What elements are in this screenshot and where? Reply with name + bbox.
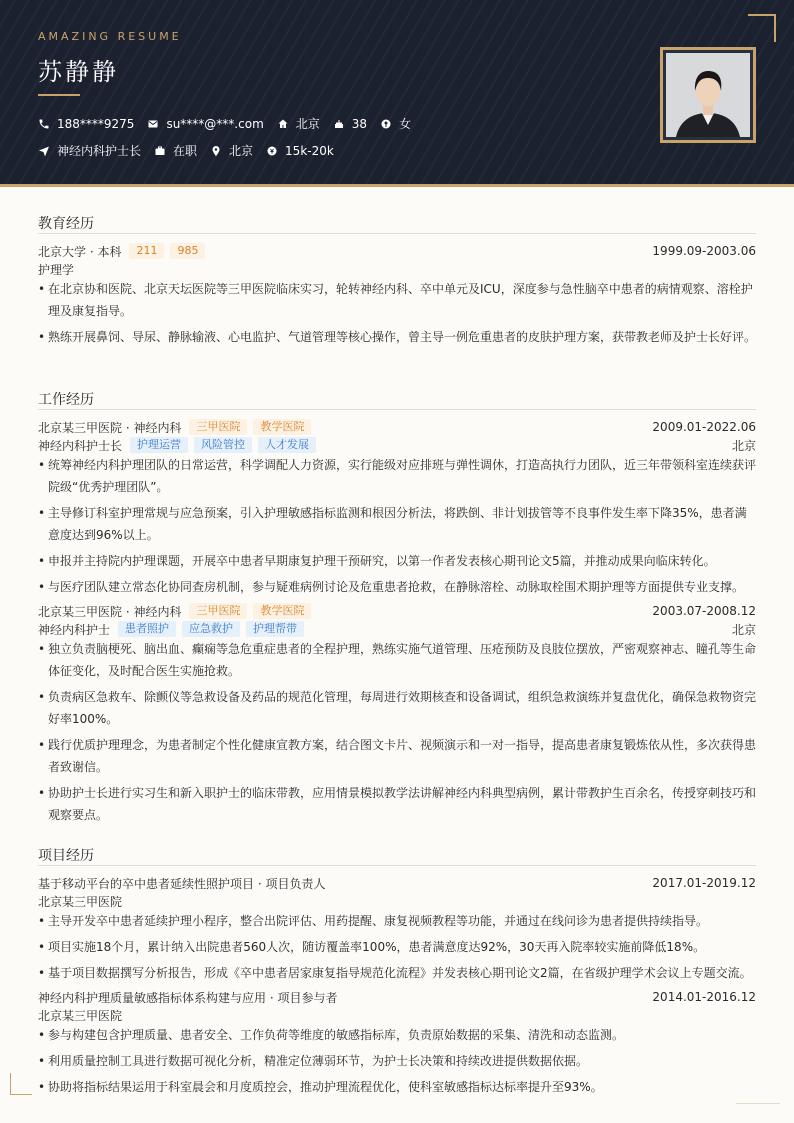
city-text: 北京	[229, 144, 254, 158]
hometown-text: 北京	[295, 117, 320, 131]
work-bullet: • 负责病区急救车、除颤仪等急救设备及药品的规范化管理，每周进行效期核查和设备调试，组织急救演练并复盘优化，确保急救物资完好率100%。	[38, 686, 756, 730]
project-entry-header	[38, 988, 756, 1006]
gender-icon	[380, 118, 392, 130]
profile-photo	[660, 47, 756, 143]
work-bullet: • 统筹神经内科护理团队的日常运营，科学调配人力资源，实行能级对应排班与弹性调休，打造高执行力团队，近三年带领科室连续获评院级“优秀护理团队”。	[38, 454, 756, 498]
name-underline	[38, 94, 80, 96]
work-bullet: • 践行优质护理理念，为患者制定个性化健康宣教方案，结合图文卡片、视频演示和一对一指导，提高患者康复锻炼依从性，多次获得患者致谢信。	[38, 734, 756, 778]
work-bullet: • 申报并主持院内护理课题，开展卒中患者早期康复护理干预研究，以第一作者发表核心期刊论文5篇，并推动成果向临床转化。	[38, 550, 756, 572]
email-text: su****@***.com	[166, 116, 264, 131]
education-entry-header	[38, 242, 756, 260]
phone-icon	[38, 118, 50, 130]
cake-icon	[333, 118, 345, 130]
org-tag: 教学医院	[253, 603, 311, 619]
section-title-work: 工作经历	[38, 392, 94, 408]
position-text: 神经内科护士长	[57, 144, 142, 158]
school-name: 北京大学 · 本科	[38, 244, 122, 259]
project-org: 北京某三甲医院	[38, 894, 123, 909]
phone-item	[38, 117, 134, 131]
section-divider	[38, 865, 756, 866]
work-entry-header	[38, 418, 756, 436]
briefcase-icon	[154, 145, 166, 157]
skill-tag: 风险管控	[194, 437, 252, 453]
work-bullet: • 与医疗团队建立常态化协同查房机制，参与疑难病例讨论及危重患者抢救，在静脉溶栓、动脉取栓围术期护理等方面提供专业支撑。	[38, 576, 756, 598]
education-date: 1999.09-2003.06	[652, 244, 756, 258]
project-date: 2014.01-2016.12	[652, 990, 756, 1004]
hometown-item	[277, 115, 320, 132]
home-icon	[277, 118, 289, 130]
education-major-row	[38, 260, 756, 278]
job-title: 神经内科护士长	[38, 438, 123, 453]
skill-tag: 人才发展	[258, 437, 316, 453]
salary-item	[266, 144, 334, 158]
gender-text: 女	[399, 117, 412, 131]
work-bullet: • 协助护士长进行实习生和新入职护士的临床带教，应用情景模拟教学法讲解神经内科典型病例，累计带教护生百余名，传授穿刺技巧和观察要点。	[38, 782, 756, 826]
project-org-row	[38, 1006, 756, 1024]
job-title: 神经内科护士	[38, 622, 111, 637]
work-location: 北京	[731, 438, 756, 453]
avatar	[666, 53, 750, 137]
phone-text: 188****9275	[57, 116, 135, 131]
org-tag: 三甲医院	[189, 603, 247, 619]
skill-tag: 患者照护	[118, 621, 176, 637]
header-gold-rule	[0, 184, 794, 187]
work-org: 北京某三甲医院 · 神经内科	[38, 604, 182, 619]
project-bullet: • 基于项目数据撰写分析报告，形成《卒中患者居家康复指导规范化流程》并发表核心期刊论文2篇，在省级护理学术会议上专题交流。	[38, 962, 756, 984]
project-name: 基于移动平台的卒中患者延续性照护项目 · 项目负责人	[38, 876, 326, 891]
work-bullet: • 独立负责脑梗死、脑出血、癫痫等急危重症患者的全程护理，熟练实施气道管理、压疮预防及良肢位摆放，严密观察神志、瞳孔等生命体征变化，及时配合医生实施抢救。	[38, 638, 756, 682]
position-item	[38, 142, 141, 159]
major: 护理学	[38, 262, 75, 277]
work-title-row	[38, 620, 756, 638]
work-entry-header	[38, 602, 756, 620]
status-item	[154, 142, 197, 159]
project-name: 神经内科护理质量敏感指标体系构建与应用 · 项目参与者	[38, 990, 338, 1005]
project-bullet: • 协助将指标结果运用于科室晨会和月度质控会，推动护理流程优化，使科室敏感指标达标率提升至93%。	[38, 1076, 756, 1098]
contact-row	[38, 115, 424, 132]
footer-rule	[736, 1103, 780, 1104]
location-pin-icon	[210, 145, 222, 157]
education-bullet: • 熟练开展鼻饲、导尿、静脉输液、心电监护、气道管理等核心操作，曾主导一例危重患者的皮肤护理方案，获带教老师及护士长好评。	[38, 326, 756, 348]
work-date: 2003.07-2008.12	[652, 604, 756, 618]
skill-tag: 护理运营	[130, 437, 188, 453]
skill-tag: 护理帮带	[246, 621, 304, 637]
skill-tag: 应急救护	[182, 621, 240, 637]
city-item	[210, 142, 253, 159]
work-bullet: • 主导修订科室护理常规与应急预案，引入护理敏感指标监测和根因分析法，将跌倒、非计划拔管等不良事件发生率下降35%，患者满意度达到96%以上。	[38, 502, 756, 546]
school-tag: 985	[170, 243, 205, 259]
project-bullet: • 参与构建包含护理质量、患者安全、工作负荷等维度的敏感指标库，负责原始数据的采集、清洗和动态监测。	[38, 1024, 756, 1046]
project-date: 2017.01-2019.12	[652, 876, 756, 890]
email-item	[147, 117, 263, 131]
org-tag: 三甲医院	[189, 419, 247, 435]
work-title-row	[38, 436, 756, 454]
gender-item	[380, 115, 411, 132]
status-text: 在职	[173, 144, 198, 158]
section-title-education: 教育经历	[38, 216, 94, 232]
project-entry-header	[38, 874, 756, 892]
corner-ornament	[10, 1073, 32, 1095]
project-bullet: • 利用质量控制工具进行数据可视化分析，精准定位薄弱环节，为护士长决策和持续改进提供数据依据。	[38, 1050, 756, 1072]
work-date: 2009.01-2022.06	[652, 420, 756, 434]
resume-tagline: AMAZING RESUME	[38, 30, 182, 43]
salary-text: 15k-20k	[285, 143, 334, 158]
work-org: 北京某三甲医院 · 神经内科	[38, 420, 182, 435]
money-icon	[266, 145, 278, 157]
job-intent-row	[38, 142, 347, 159]
age-item	[333, 117, 367, 131]
section-title-projects: 项目经历	[38, 848, 94, 864]
section-divider	[38, 233, 756, 234]
age-text: 38	[351, 116, 368, 131]
project-bullet: • 项目实施18个月，累计纳入出院患者560人次，随访覆盖率100%，患者满意度达92%，30天再入院率较实施前降低18%。	[38, 936, 756, 958]
mail-icon	[147, 118, 159, 130]
school-tag: 211	[129, 243, 164, 259]
project-org-row	[38, 892, 756, 910]
corner-ornament	[748, 14, 776, 42]
org-tag: 教学医院	[253, 419, 311, 435]
candidate-name: 苏静静	[38, 58, 119, 86]
project-org: 北京某三甲医院	[38, 1008, 123, 1023]
project-bullet: • 主导开发卒中患者延续护理小程序，整合出院评估、用药提醒、康复视频教程等功能，并通过在线问诊为患者提供持续指导。	[38, 910, 756, 932]
education-bullet: • 在北京协和医院、北京天坛医院等三甲医院临床实习，轮转神经内科、卒中单元及ICU，深度参与急性脑卒中患者的病情观察、溶栓护理及康复指导。	[38, 278, 756, 322]
work-location: 北京	[731, 622, 756, 637]
send-icon	[38, 145, 50, 157]
section-divider	[38, 409, 756, 410]
